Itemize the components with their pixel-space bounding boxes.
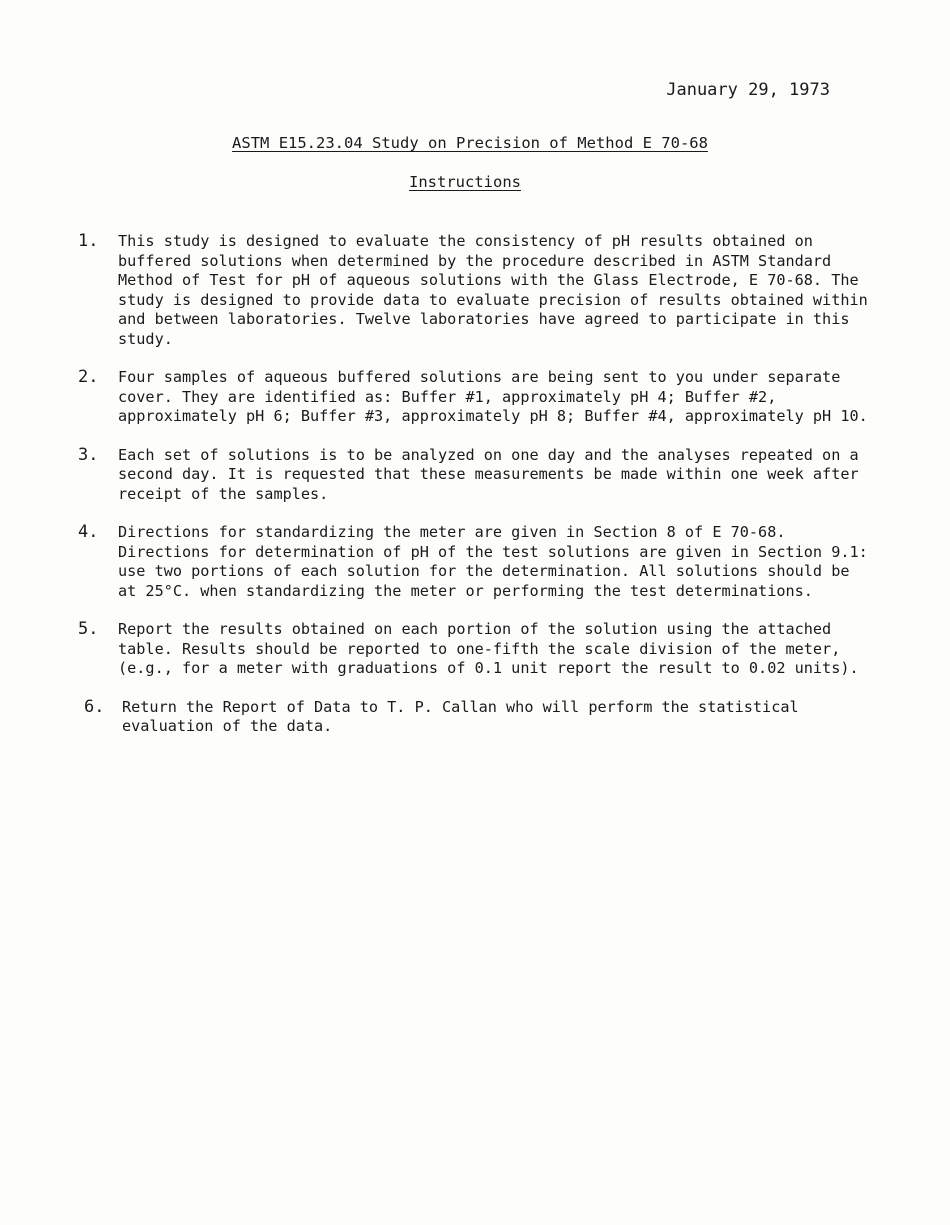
- item-number: 1.: [78, 231, 99, 251]
- item-text: Return the Report of Data to T. P. Callan who will perform the statistical evaluation of the data.: [122, 697, 799, 735]
- section-heading: Instructions: [409, 173, 521, 191]
- instruction-item-5: [78, 620, 868, 679]
- item-number: 5.: [78, 619, 99, 639]
- item-text: Directions for standardizing the meter are given in Section 8 of E 70-68. Directions for determination of pH of the test solutions are given in Section 9.1: use two portions of each solution for the determination. All solutions should be at 25°C. when standardizing the meter or performing the test determinations.: [118, 523, 868, 600]
- item-text: Each set of solutions is to be analyzed on one day and the analyses repeated on a second day. It is requested that these measurements be made within one week after receipt of the samples.: [118, 445, 859, 503]
- instruction-item-2: [78, 368, 868, 427]
- instruction-item-6: [78, 698, 868, 737]
- item-number: 2.: [78, 367, 99, 387]
- item-number: 6.: [84, 696, 105, 717]
- item-text: Report the results obtained on each portion of the solution using the attached table. Results should be reported to one-fifth the scale division of the meter, (e.g., for a meter with graduations of 0.1 unit report the result to 0.02 units).: [118, 620, 859, 677]
- item-text: Four samples of aqueous buffered solutions are being sent to you under separate cover. They are identified as: Buffer #1, approximately pH 4; Buffer #2, approximately pH 6; Buffer #3, approximately pH 8; Buffer #4, approximately pH 10.: [118, 368, 868, 425]
- item-number: 4.: [78, 522, 99, 542]
- instruction-item-4: [78, 523, 868, 601]
- document-date: January 29, 1973: [666, 80, 830, 100]
- instruction-item-1: [78, 232, 868, 349]
- item-number: 3.: [78, 444, 99, 465]
- instruction-item-3: [78, 446, 868, 505]
- item-text: This study is designed to evaluate the consistency of pH results obtained on buffered solutions when determined by the procedure described in ASTM Standard Method of Test for pH of aqueous solutions with the Glass Electrode, E 70-68. The study is designed to provide data to evaluate precision of results obtained within and between laboratories. Twelve laboratories have agreed to participate in this study.: [118, 232, 868, 348]
- instruction-list: [78, 232, 868, 756]
- document-title: ASTM E15.23.04 Study on Precision of Method E 70-68: [232, 134, 708, 152]
